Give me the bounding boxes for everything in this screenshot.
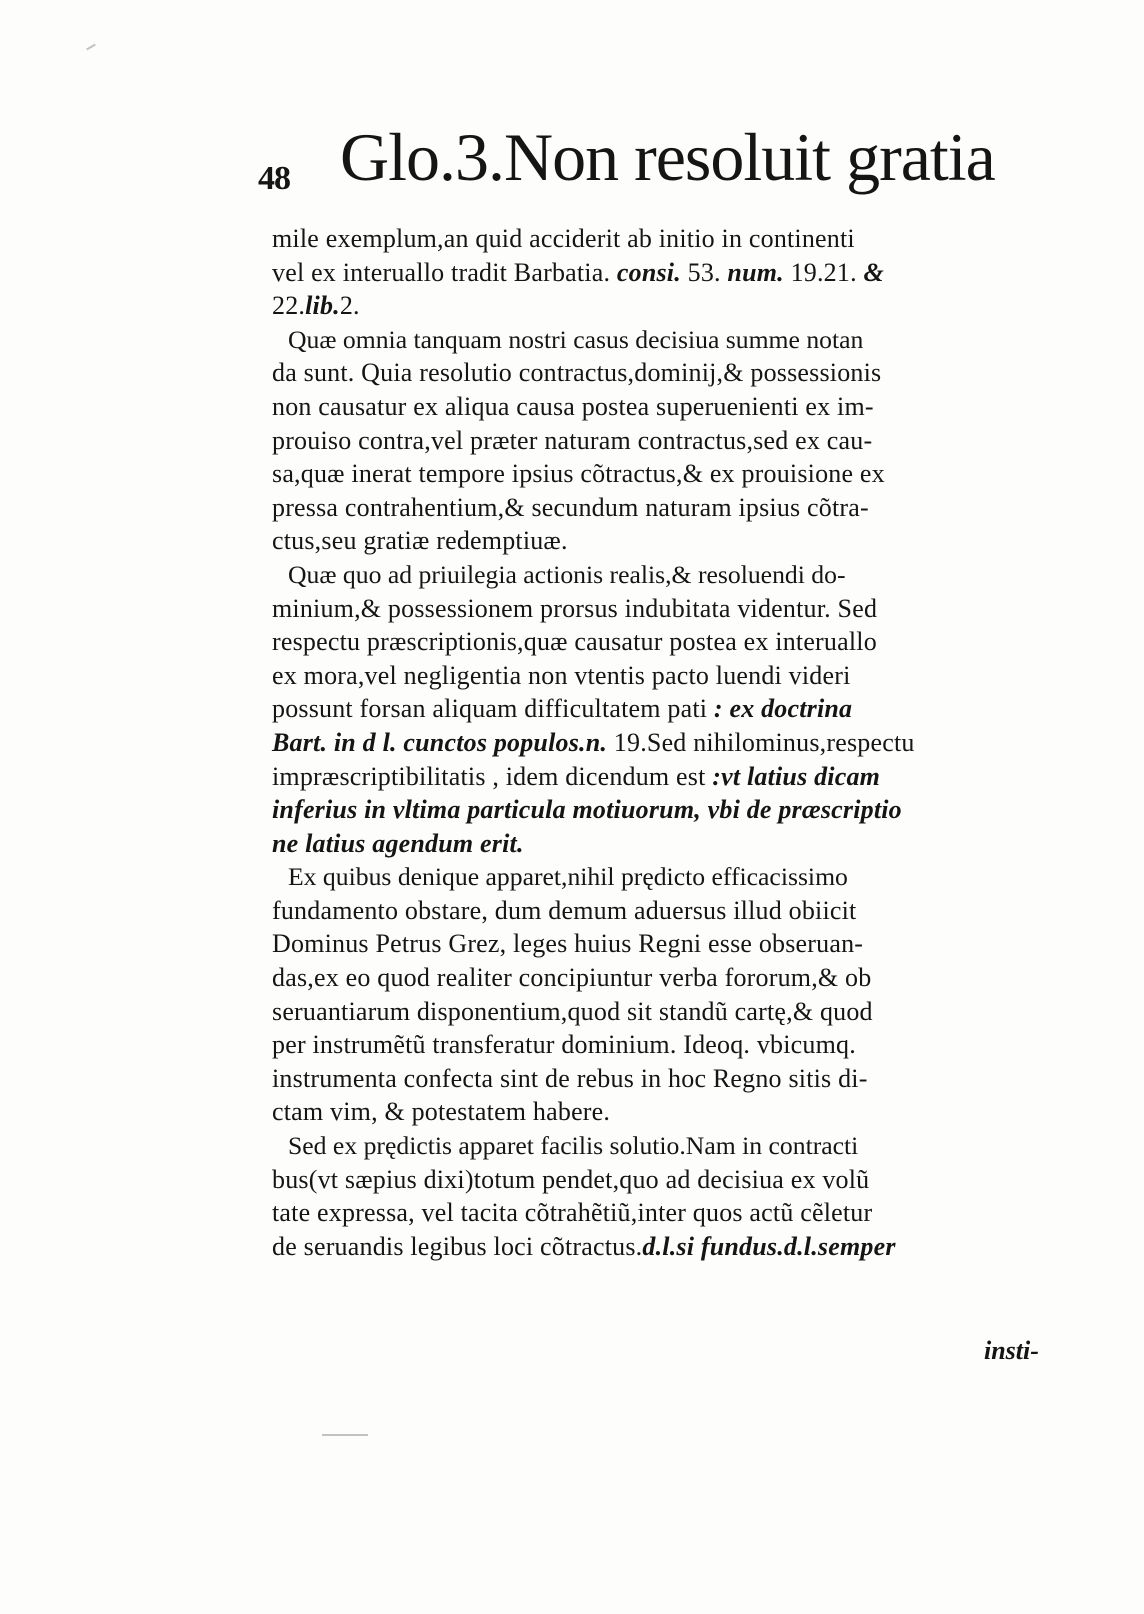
italic-segment: & (863, 257, 884, 287)
ink-smudge (322, 1434, 368, 1436)
text-segment: Sed ex prędictis apparet facilis solutio.Nam in contracti (288, 1131, 859, 1161)
text-line (272, 1196, 1072, 1230)
page-number: 48 (258, 160, 290, 197)
text-line (272, 356, 1072, 390)
text-line (272, 1062, 1072, 1096)
text-line (272, 491, 1072, 525)
text-line (272, 1230, 1072, 1264)
text-segment: minium,& possessionem prorsus indubitata videntur. Sed (272, 593, 878, 623)
text-line (272, 995, 1072, 1029)
text-line (272, 457, 1072, 491)
text-segment: Quæ omnia tanquam nostri casus decisiua summe notan (288, 324, 864, 354)
text-line (272, 927, 1072, 961)
text-segment: das,ex eo quod realiter concipiuntur verba fororum,& ob (272, 963, 872, 993)
catchword: insti- (984, 1336, 1039, 1365)
text-line (272, 692, 1072, 726)
text-segment: respectu præscriptionis,quæ causatur postea ex interuallo (272, 627, 877, 657)
text-line (272, 726, 1072, 760)
text-line (272, 558, 1072, 592)
text-segment: possunt forsan aliquam difficultatem pati (272, 694, 714, 724)
text-segment: prouiso contra,vel præter naturam contractus,sed ex cau- (272, 425, 873, 455)
text-line (272, 289, 1072, 323)
text-segment: pressa contrahentium,& secundum naturam ipsius cõtra- (272, 492, 869, 522)
text-segment: 2. (339, 291, 360, 321)
italic-segment: n. (585, 727, 608, 757)
text-segment: instrumenta confecta sint de rebus in hoc Regno sitis di- (272, 1063, 868, 1093)
text-line (272, 390, 1072, 424)
text-line (272, 424, 1072, 458)
text-segment: tate expressa, vel tacita cõtrahẽtiũ,inter quos actũ cẽletur (272, 1198, 873, 1228)
italic-segment: d.l.si fundus.d.l.semper (642, 1231, 896, 1261)
text-segment: Ex quibus denique apparet,nihil prędicto efficacissimo (288, 862, 848, 892)
text-segment: fundamento obstare, dum demum aduersus illud obiicit (272, 895, 857, 925)
text-segment: impræscriptibilitatis , idem dicendum est (272, 761, 713, 791)
text-line (272, 1028, 1072, 1062)
italic-segment: :vt latius dicam (712, 761, 881, 791)
text-line (272, 524, 1072, 558)
italic-segment: num. (727, 257, 784, 287)
running-title: Glo.3.Non resoluit gratia (340, 119, 995, 195)
text-segment: 19.Sed nihilominus,respectu (607, 727, 915, 757)
text-line (272, 760, 1072, 794)
text-segment: ctus,seu gratiæ redemptiuæ. (272, 526, 568, 556)
text-line (272, 323, 1072, 357)
text-line (272, 1129, 1072, 1163)
text-line (272, 894, 1072, 928)
text-segment: da sunt. Quia resolutio contractus,dominij,& possessionis (272, 358, 882, 388)
text-segment: mile exemplum,an quid acciderit ab initio in continenti (272, 224, 855, 253)
italic-segment: consi. (616, 257, 681, 287)
italic-segment: ne latius agendum erit. (272, 828, 524, 858)
text-line (272, 793, 1072, 827)
text-line (272, 961, 1072, 995)
italic-segment: inferius in vltima particula motiuorum, vbi de præscriptio (272, 795, 902, 825)
text-line (272, 1163, 1072, 1197)
text-line (272, 860, 1072, 894)
text-segment: ex mora,vel negligentia non vtentis pacto luendi videri (272, 660, 851, 690)
text-line (272, 625, 1072, 659)
text-segment: 19.21. (783, 257, 864, 287)
text-segment: 53. (680, 257, 728, 287)
text-line (272, 659, 1072, 693)
italic-segment: lib. (305, 291, 340, 321)
text-segment: de seruandis legibus loci cõtractus. (272, 1231, 643, 1261)
italic-segment: Bart. in d l. cunctos populos. (272, 727, 586, 757)
text-segment: per instrumẽtũ transferatur dominium. Ideoq. vbicumq. (272, 1030, 856, 1060)
text-segment: ctam vim, & potestatem habere. (272, 1097, 611, 1127)
text-segment: sa,quæ inerat tempore ipsius cõtractus,& ex prouisione ex (272, 459, 885, 489)
text-segment: vel ex interuallo tradit Barbatia. (272, 257, 617, 287)
text-segment: Dominus Petrus Grez, leges huius Regni esse obseruan- (272, 929, 864, 959)
ink-smudge (86, 44, 96, 51)
text-line (272, 1095, 1072, 1129)
text-line (272, 592, 1072, 626)
text-line (272, 222, 1072, 256)
text-segment: non causatur ex aliqua causa postea superuenienti ex im- (272, 391, 874, 421)
italic-segment: : ex doctrina (713, 694, 853, 724)
text-segment: 22. (272, 291, 306, 321)
text-segment: bus(vt sæpius dixi)totum pendet,quo ad decisiua ex volũ (272, 1164, 870, 1194)
page-header (258, 118, 1018, 218)
text-segment: seruantiarum disponentium,quod sit standũ cartę,& quod (272, 996, 873, 1026)
text-line (272, 827, 1072, 861)
text-line (272, 256, 1072, 290)
text-segment: Quæ quo ad priuilegia actionis realis,& resoluendi do- (288, 559, 846, 589)
body-text (272, 222, 1072, 1263)
